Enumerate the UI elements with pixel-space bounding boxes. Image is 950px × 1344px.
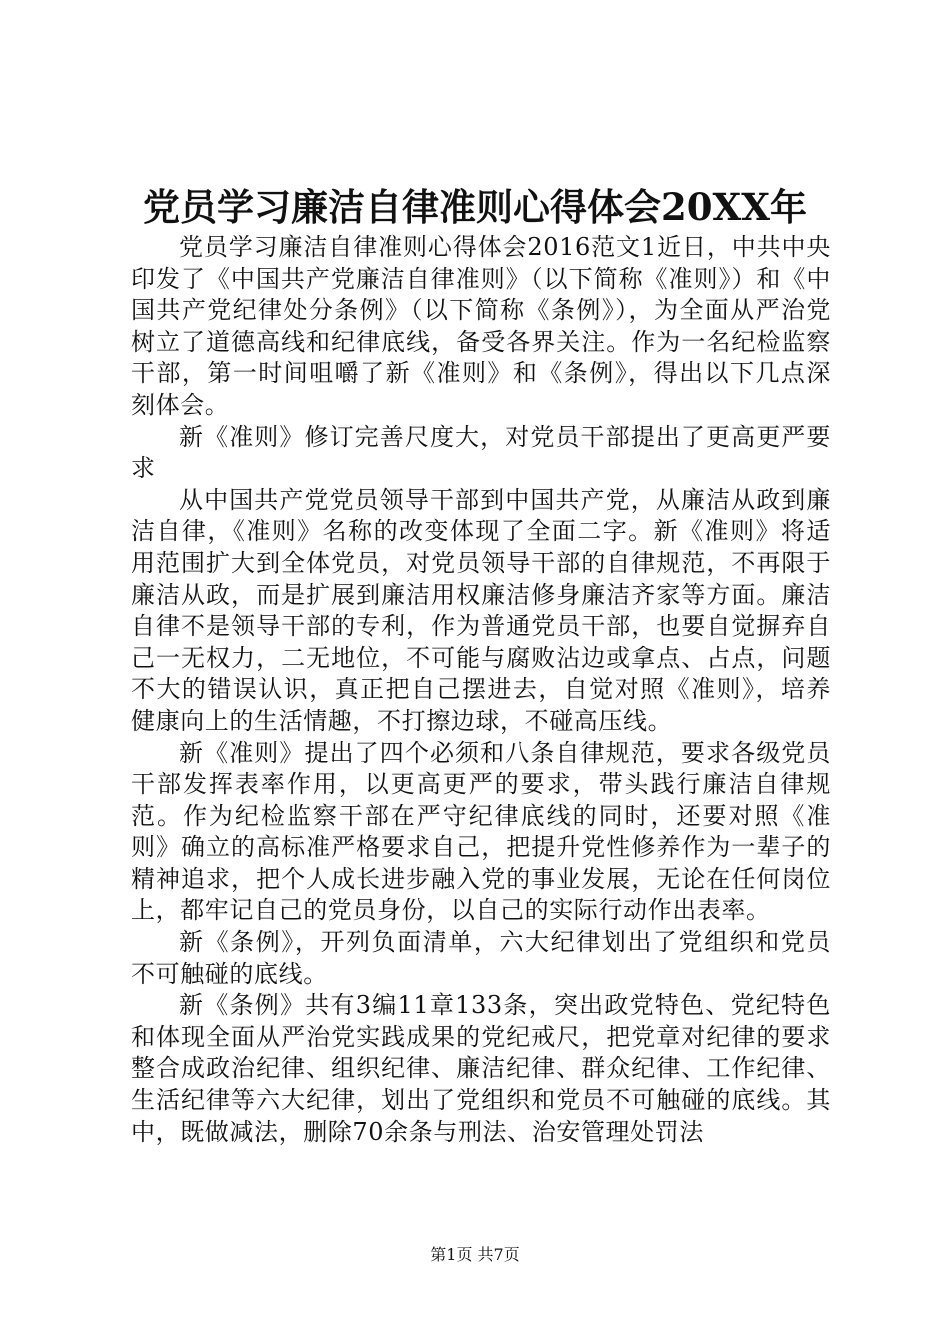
section-heading: 新《准则》修订完善尺度大，对党员干部提出了更高更严要求 bbox=[131, 422, 831, 483]
body-paragraph: 新《条例》共有3编11章133条，突出政党特色、党纪特色和体现全面从严治党实践成果的党纪戒尺，把党章对纪律的要求整合成政治纪律、组织纪律、廉洁纪律、群众纪律、工作纪律、生活纪律等六大纪律，划出了党组织和党员不可触碰的底线。其中，既做减法，删除70余条与刑法、治安管理处罚法 bbox=[131, 991, 831, 1146]
document-title: 党员学习廉洁自律准则心得体会20XX年 bbox=[143, 185, 807, 229]
section-heading: 新《条例》，开列负面清单，六大纪律划出了党组织和党员不可触碰的底线。 bbox=[131, 928, 831, 988]
body-paragraph: 从中国共产党党员领导干部到中国共产党，从廉洁从政到廉洁自律，《准则》名称的改变体现了全面二字。新《准则》将适用范围扩大到全体党员，对党员领导干部的自律规范，不再限于廉洁从政，而是扩展到廉洁用权廉洁修身廉洁齐家等方面。廉洁自律不是领导干部的专利，作为普通党员干部，也要自觉摒弃自己一无权力，二无地位，不可能与腐败沾边或拿点、占点，问题不大的错误认识，真正把自己摆进去，自觉对照《准则》，培养健康向上的生活情趣，不打擦边球，不碰高压线。 bbox=[131, 485, 831, 735]
body-paragraph: 党员学习廉洁自律准则心得体会2016范文1近日，中共中央印发了《中国共产党廉洁自律准则》（以下简称《准则》）和《中国共产党纪律处分条例》（以下简称《条例》），为全面从严治党树立了道德高线和纪律底线，备受各界关注。作为一名纪检监察干部，第一时间咀嚼了新《准则》和《条例》，得出以下几点深刻体会。 bbox=[131, 233, 831, 419]
document-body bbox=[131, 232, 831, 1148]
page-footer: 第1页 共7页 bbox=[430, 1245, 520, 1264]
body-paragraph: 新《准则》提出了四个必须和八条自律规范，要求各级党员干部发挥表率作用，以更高更严的要求，带头践行廉洁自律规范。作为纪检监察干部在严守纪律底线的同时，还要对照《准则》确立的高标准严格要求自己，把提升党性修养作为一辈子的精神追求，把个人成长进步融入党的事业发展，无论在任何岗位上，都牢记自己的党员身份，以自己的实际行动作出表率。 bbox=[131, 738, 831, 925]
